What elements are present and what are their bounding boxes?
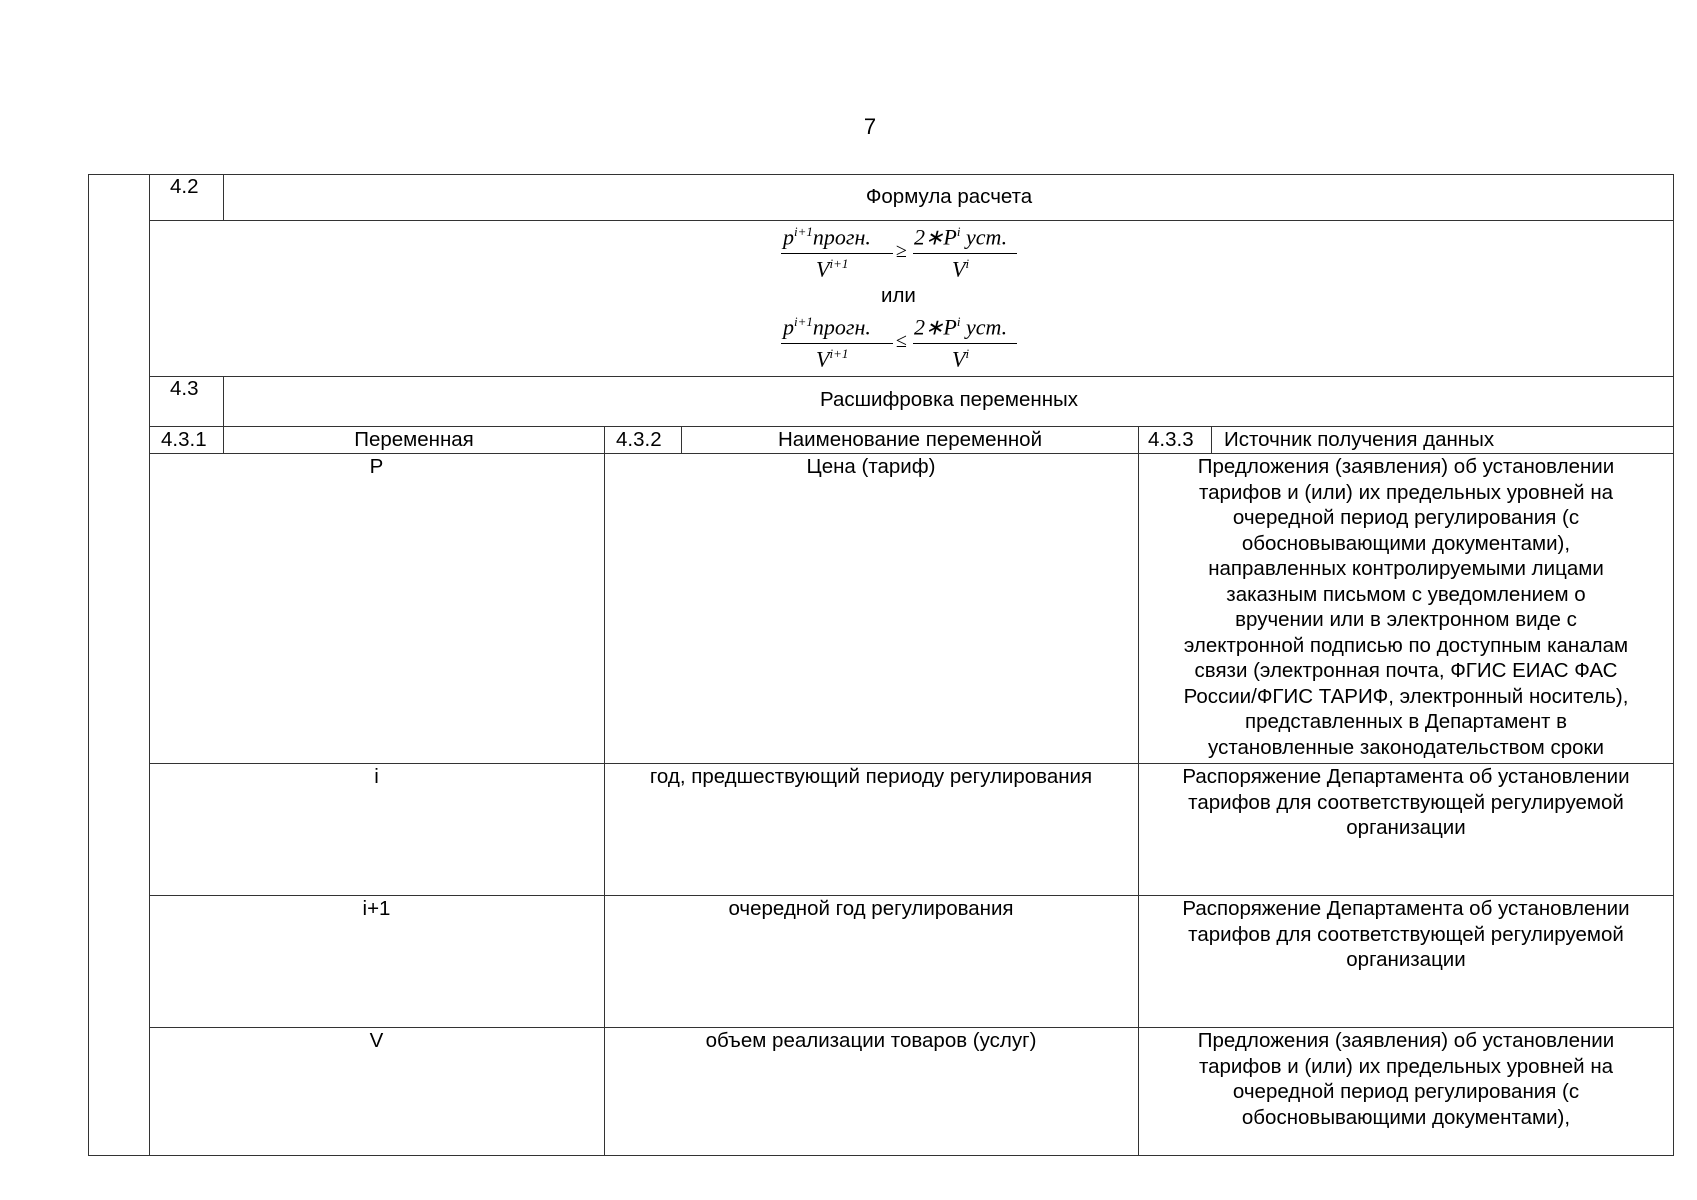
rule xyxy=(149,376,1674,377)
section-title: Расшифровка переменных xyxy=(819,388,1079,411)
table-cell-variable: i xyxy=(374,765,379,788)
column-header: Источник получения данных xyxy=(1224,428,1495,451)
column-number: 4.3.1 xyxy=(161,428,207,451)
table-left-column-border xyxy=(149,174,150,1156)
table-cell-name: очередной год регулирования xyxy=(728,897,1014,920)
table-cell-variable: P xyxy=(369,455,384,478)
column-number: 4.3.3 xyxy=(1148,428,1194,451)
table-cell-name: год, предшествующий периоду регулирования xyxy=(649,765,1093,788)
table-cell-name: Цена (тариф) xyxy=(806,455,936,478)
column-header: Наименование переменной xyxy=(777,428,1043,451)
table-cell-variable: i+1 xyxy=(362,897,391,920)
section-number: 4.2 xyxy=(170,175,199,198)
table-cell-variable: V xyxy=(369,1029,384,1052)
page-number: 7 xyxy=(863,114,877,139)
column-number: 4.3.2 xyxy=(616,428,662,451)
rule xyxy=(1211,426,1212,453)
section-title: Формула расчета xyxy=(865,185,1033,208)
formula-or: или xyxy=(881,284,916,307)
column-header: Переменная xyxy=(354,428,474,451)
rule xyxy=(149,220,1674,221)
table-cell-name: объем реализации товаров (услуг) xyxy=(705,1029,1037,1052)
section-number: 4.3 xyxy=(170,377,199,400)
